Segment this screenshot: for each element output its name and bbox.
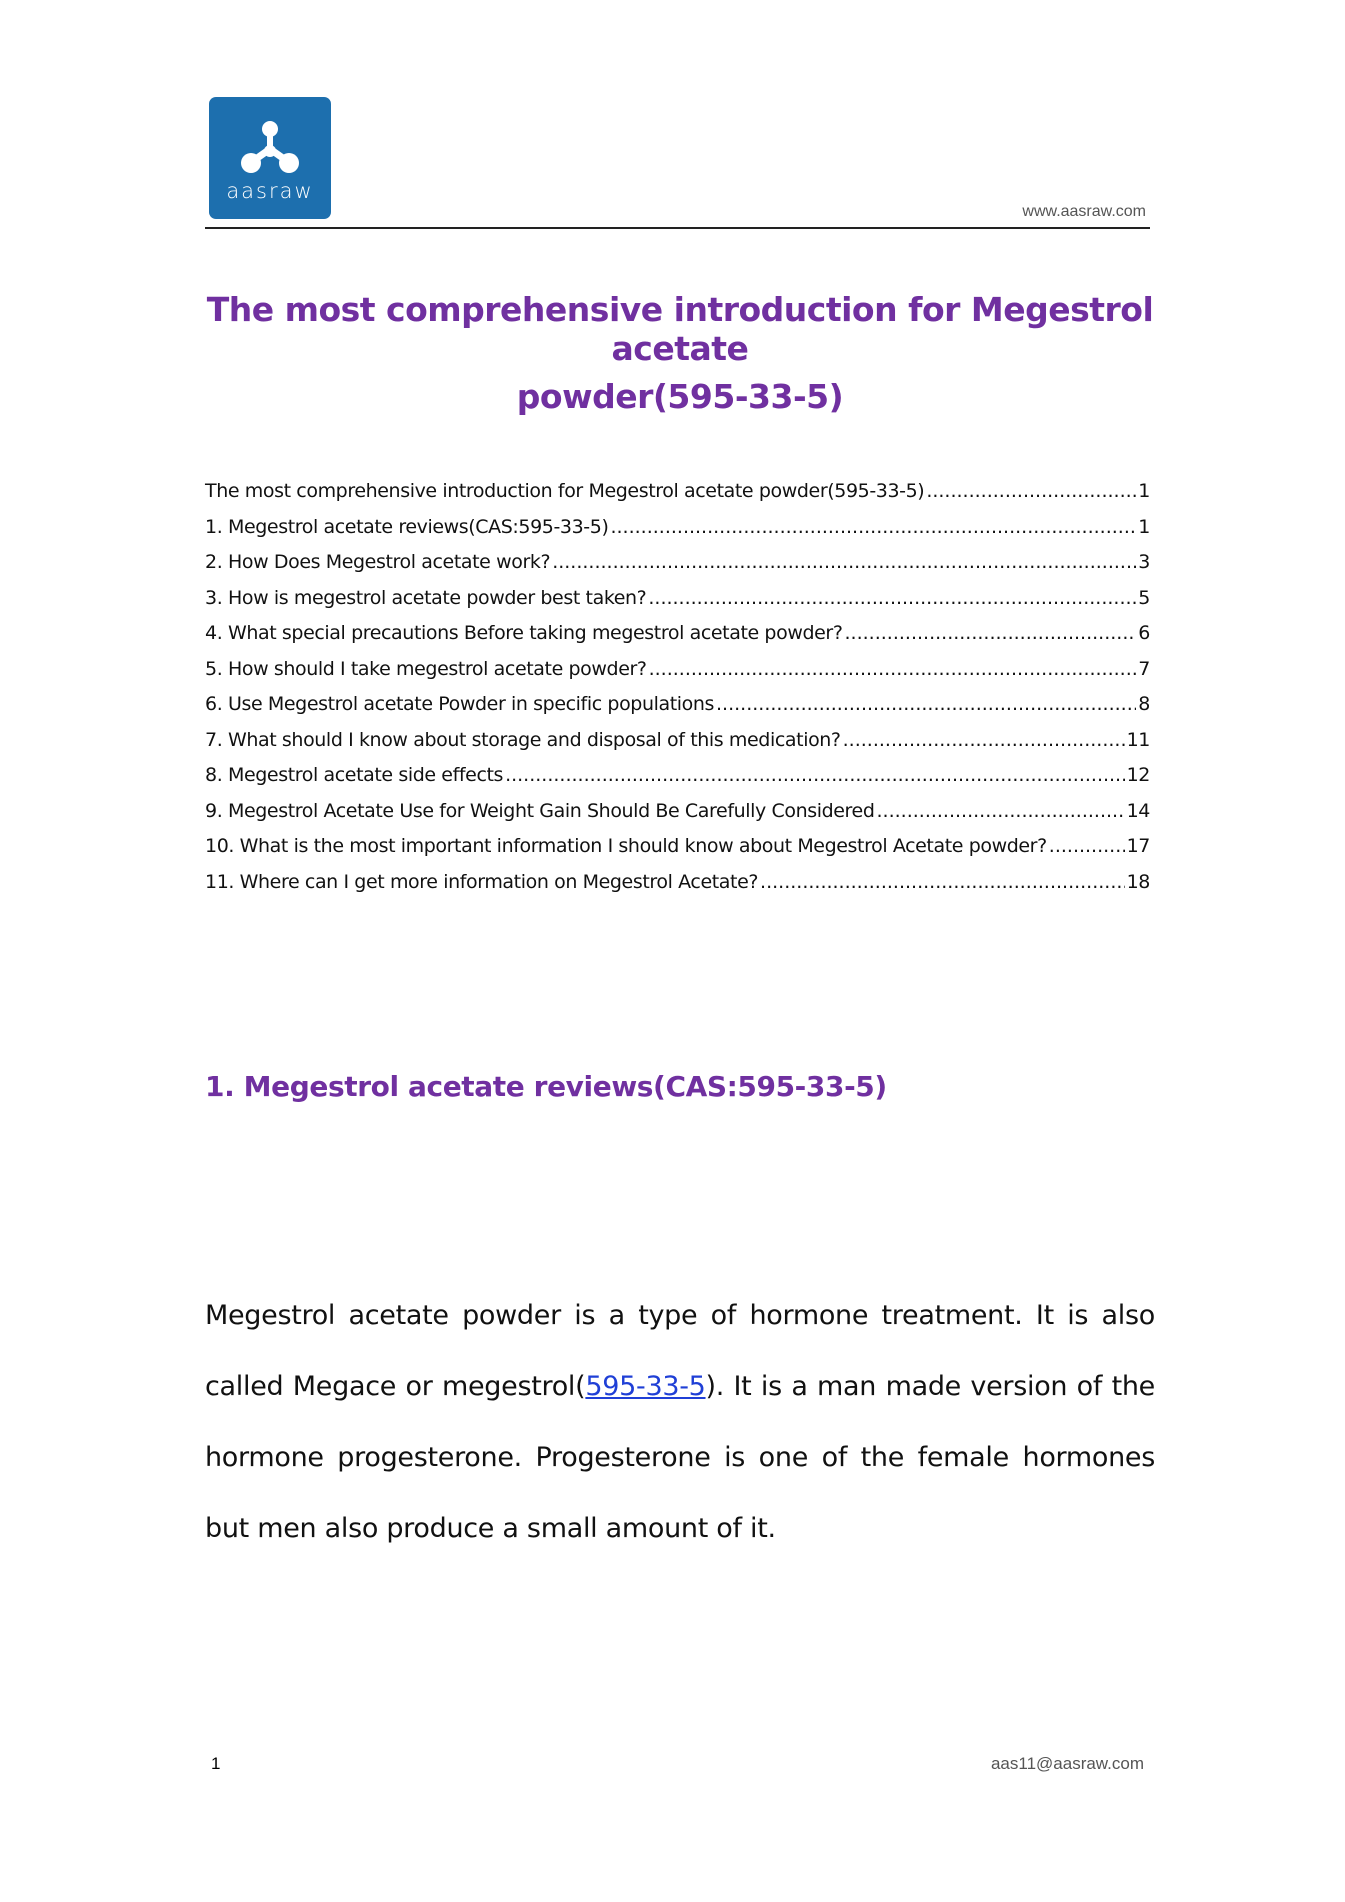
toc-entry-page: 11 bbox=[1126, 728, 1150, 751]
toc-entry[interactable] bbox=[205, 729, 1150, 765]
site-url: www.aasraw.com bbox=[1022, 203, 1146, 220]
toc-leader-dots bbox=[843, 729, 1125, 751]
toc-entry-text: 1. Megestrol acetate reviews(CAS:595-33-5) bbox=[205, 515, 609, 538]
toc-entry-text: 6. Use Megestrol acetate Powder in specific populations bbox=[205, 693, 715, 715]
toc-entry-text: 3. How is megestrol acetate powder best taken? bbox=[205, 586, 647, 609]
logo-wordmark: aasraw bbox=[226, 179, 314, 203]
toc-entry[interactable] bbox=[205, 658, 1150, 694]
toc-entry-page: 14 bbox=[1126, 799, 1150, 822]
toc-entry[interactable] bbox=[205, 622, 1150, 658]
toc-entry[interactable] bbox=[205, 871, 1150, 907]
toc-entry[interactable] bbox=[205, 516, 1150, 552]
toc-entry[interactable] bbox=[205, 800, 1150, 836]
toc-leader-dots bbox=[877, 800, 1125, 822]
toc-leader-dots bbox=[1049, 835, 1125, 857]
toc-leader-dots bbox=[716, 693, 1136, 715]
toc-leader-dots bbox=[505, 764, 1125, 786]
toc-leader-dots bbox=[845, 622, 1137, 644]
toc-leader-dots bbox=[610, 516, 1136, 538]
table-of-contents bbox=[205, 480, 1150, 906]
paragraph-text-start: Megestrol acetate powder is a type of hormone treatment. It is also called Megace or megestrol( bbox=[205, 1300, 1155, 1402]
toc-leader-dots bbox=[552, 551, 1136, 573]
paragraph-text-end: ). It is a man made version of the hormone progesterone. Progesterone is one of the female hormones but men also produce a small amount of it. bbox=[205, 1371, 1155, 1544]
toc-leader-dots bbox=[760, 871, 1125, 893]
document-title-line-1: The most comprehensive introduction for Megestrol acetate bbox=[206, 290, 1154, 368]
toc-entry-text: 11. Where can I get more information on Megestrol Acetate? bbox=[205, 870, 759, 893]
toc-entry-text: 5. How should I take megestrol acetate powder? bbox=[205, 657, 647, 680]
toc-entry-page: 3 bbox=[1138, 551, 1150, 573]
toc-entry-page: 8 bbox=[1138, 693, 1150, 715]
aasraw-logo bbox=[209, 97, 331, 219]
document-title-line-2: powder(595-33-5) bbox=[516, 377, 844, 416]
toc-entry-page: 1 bbox=[1138, 515, 1150, 538]
toc-entry[interactable] bbox=[205, 480, 1150, 516]
toc-entry-text: 9. Megestrol Acetate Use for Weight Gain Should Be Carefully Considered bbox=[205, 799, 875, 822]
toc-leader-dots bbox=[648, 587, 1136, 609]
toc-entry[interactable] bbox=[205, 551, 1150, 587]
toc-entry-text: 8. Megestrol acetate side effects bbox=[205, 764, 504, 786]
toc-entry-page: 18 bbox=[1126, 870, 1150, 893]
cas-number-link[interactable]: 595-33-5 bbox=[585, 1371, 706, 1402]
toc-entry[interactable] bbox=[205, 587, 1150, 623]
toc-entry-page: 7 bbox=[1138, 657, 1150, 680]
body-paragraph bbox=[205, 1280, 1155, 1564]
toc-entry-page: 6 bbox=[1138, 622, 1150, 644]
toc-entry[interactable] bbox=[205, 764, 1150, 800]
footer-email: aas11@aasraw.com bbox=[990, 1754, 1144, 1773]
toc-entry[interactable] bbox=[205, 693, 1150, 729]
toc-entry-text: 4. What special precautions Before taking megestrol acetate powder? bbox=[205, 622, 843, 644]
toc-entry-page: 5 bbox=[1138, 586, 1150, 609]
toc-entry-page: 17 bbox=[1126, 835, 1150, 857]
toc-entry[interactable] bbox=[205, 835, 1150, 871]
toc-leader-dots bbox=[649, 658, 1137, 680]
header-divider bbox=[205, 227, 1150, 229]
toc-entry-page: 12 bbox=[1126, 764, 1150, 786]
toc-leader-dots bbox=[926, 480, 1136, 502]
page-number: 1 bbox=[211, 1754, 221, 1773]
toc-entry-text: 2. How Does Megestrol acetate work? bbox=[205, 551, 551, 573]
section-heading: 1. Megestrol acetate reviews(CAS:595-33-5) bbox=[205, 1070, 887, 1103]
toc-entry-text: 10. What is the most important information I should know about Megestrol Acetate powder? bbox=[205, 835, 1047, 857]
toc-entry-page: 1 bbox=[1138, 480, 1150, 502]
toc-entry-text: The most comprehensive introduction for Megestrol acetate powder(595-33-5) bbox=[205, 480, 925, 502]
toc-entry-text: 7. What should I know about storage and disposal of this medication? bbox=[205, 728, 841, 751]
